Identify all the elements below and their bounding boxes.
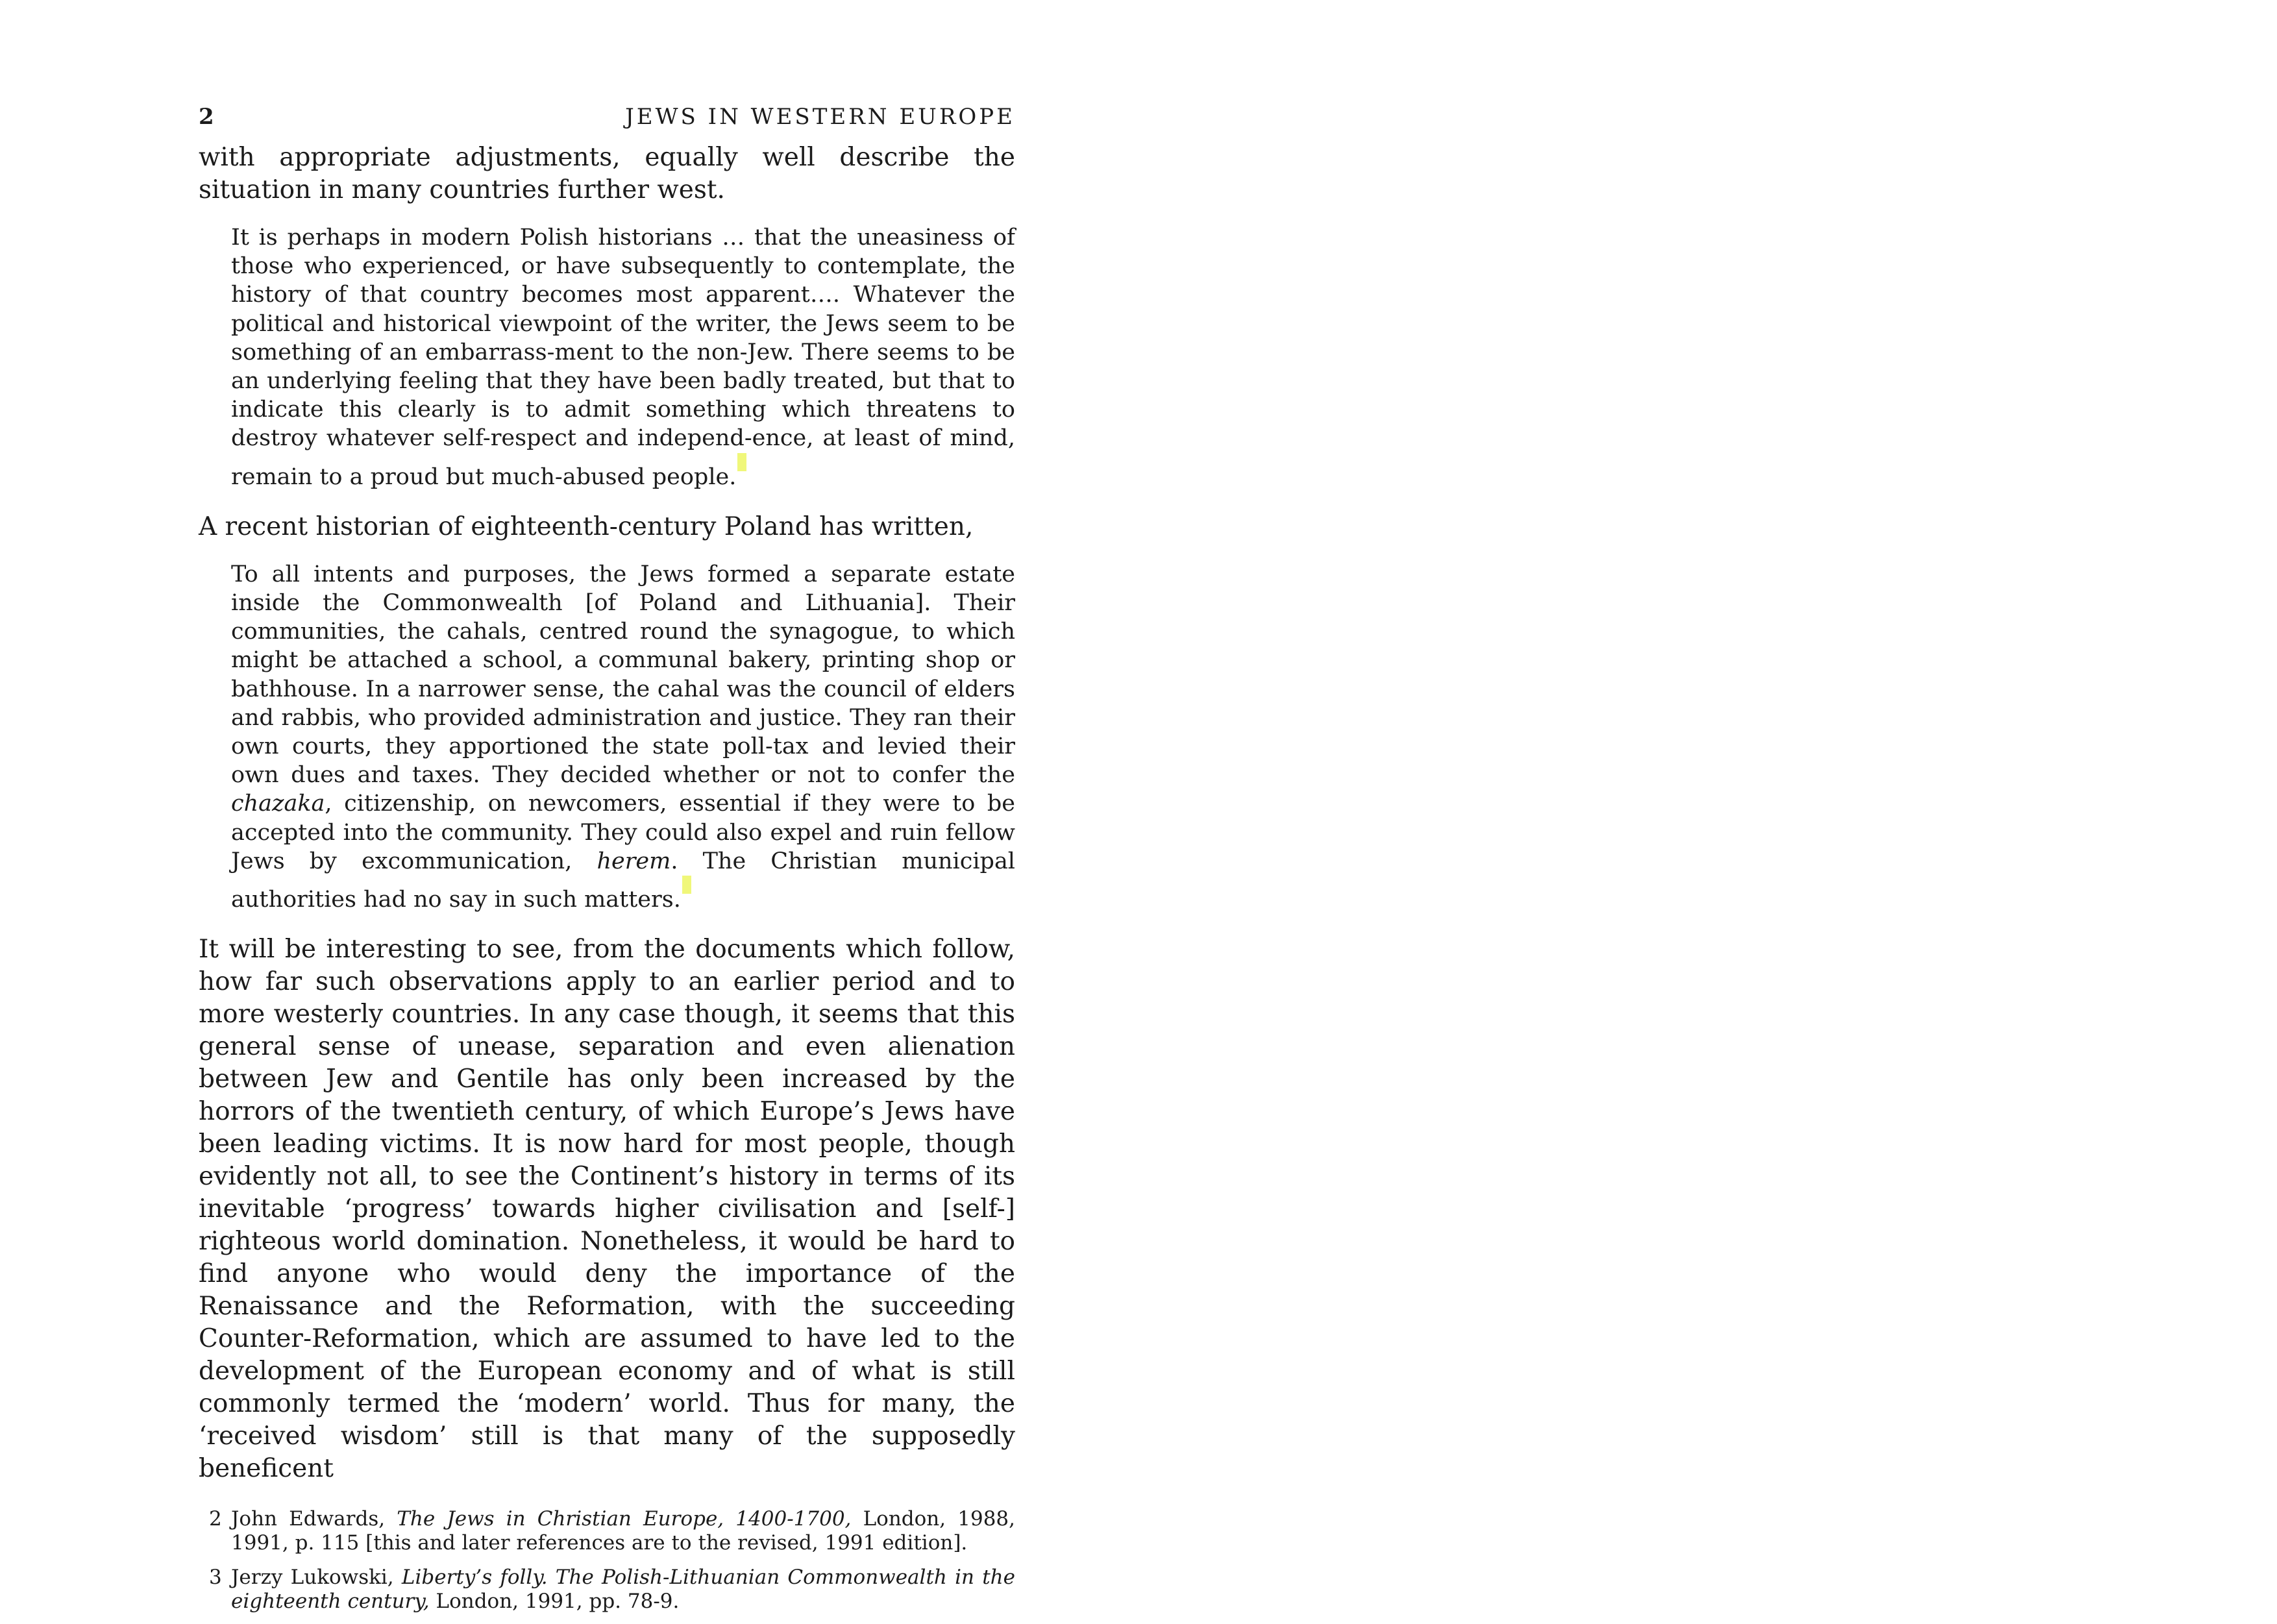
paragraph-2: A recent historian of eighteenth-century Poland has written, <box>199 511 974 541</box>
footnote-text <box>231 1566 1015 1614</box>
quote-2-part-2: , citizenship, on newcomers, essential if they were to be accepted into the community. They could also expel and ruin fellow Jews by excommunication, <box>231 791 1015 874</box>
paragraph-1: with appropriate adjustments, equally well describe the situation in many countries further west. <box>199 143 1015 204</box>
footnote-marker-2[interactable] <box>737 453 746 471</box>
footnote-author: John Edwards, <box>231 1507 397 1531</box>
block-quote-1 <box>231 223 1015 491</box>
paragraph-3: It will be interesting to see, from the documents which follow, how far such observations apply to an earlier period and to more westerly countries. In any case though, it seems that this general sense of unease, separation and even alienation between Jew and Gentile has only been increased by the horrors of the twentieth century, of which Europe’s Jews have been leading victims. It is now hard for most people, though evidently not all, to see the Continent’s history in terms of its inevitable ‘progress’ towards higher civilisation and [self-] righteous world domination. Nonetheless, it would be hard to find anyone who would deny the importance of the Renaissance and the Reformation, with the succeeding Counter-Reformation, which are assumed to have led to the development of the European economy and of what is still commonly termed the ‘modern’ world. Thus for many, the ‘received wisdom’ still is that many of the supposedly beneficent <box>199 935 1015 1484</box>
footnote-title: The Jews in Christian Europe, 1400-1700, <box>397 1507 852 1531</box>
footnote-title: Liberty’s folly. The Polish-Lithuanian Commonwealth in the eighteenth century, <box>231 1566 1015 1614</box>
footnotes <box>199 1507 1015 1614</box>
quote-2-part-3: . The Christian municipal authorities had no say in such matters. <box>231 848 1015 913</box>
block-quote-2 <box>231 560 1015 914</box>
quote-2-part-1: To all intents and purposes, the Jews formed a separate estate inside the Commonwealth [of Poland and Lithuania]. Their communities, the cahals, centred round the synagogue, to which might be attached a school, a communal bakery, printing shop or bathhouse. In a narrower sense, the cahal was the council of elders and rabbis, who provided administration and justice. They ran their own courts, they apportioned the state poll-tax and levied their own dues and taxes. They decided whether or not to confer the <box>231 561 1015 789</box>
footnote-text <box>231 1507 1015 1555</box>
footnote-number: 2 <box>209 1507 222 1531</box>
page-header <box>199 97 1015 136</box>
footnote-number: 3 <box>209 1566 222 1590</box>
term-herem: herem <box>597 848 671 874</box>
document-page <box>199 97 1015 1624</box>
running-head: JEWS IN WESTERN EUROPE <box>625 104 1015 130</box>
footnote-author: Jerzy Lukowski, <box>231 1566 402 1590</box>
footnote-details: London, 1988, 1991, p. 115 [this and later references are to the revised, 1991 edition]. <box>231 1507 1015 1555</box>
footnote-2 <box>199 1507 1015 1555</box>
term-chazaka: chazaka <box>231 791 325 817</box>
quote-1-text: It is perhaps in modern Polish historians … that the uneasiness of those who experienced, or have subsequently to contemplate, the history of that country becomes most apparent…. Whatever the political and historical viewpoint of the writer, the Jews seem to be something of an embarrass-ment to the non-Jew. There seems to be an underlying feeling that they have been badly treated, but that to indicate this clearly is to admit something which threatens to destroy whatever self-respect and independ-ence, at least of mind, remain to a proud but much-abused people. <box>231 225 1015 490</box>
footnote-3 <box>199 1566 1015 1614</box>
footnote-marker-3[interactable] <box>682 876 691 894</box>
page-number: 2 <box>199 104 215 130</box>
footnote-details: London, 1991, pp. 78-9. <box>429 1590 680 1614</box>
